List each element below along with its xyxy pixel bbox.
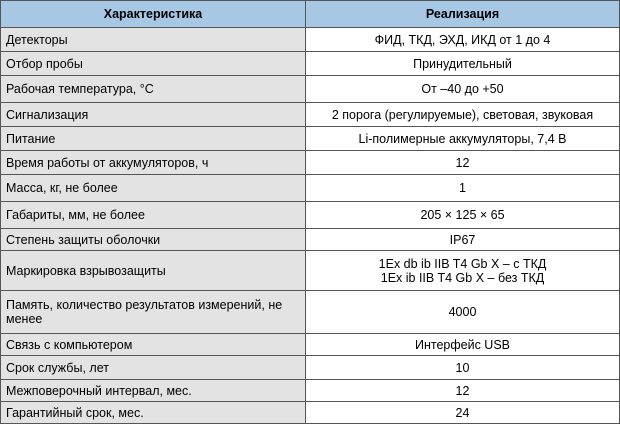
table-row (1, 151, 620, 175)
row-characteristic: Маркировка взрывозащиты (1, 251, 306, 291)
row-characteristic: Габариты, мм, не более (1, 202, 306, 229)
row-characteristic: Отбор пробы (1, 52, 306, 76)
row-value: 2 порога (регулируемые), световая, звуковая (306, 103, 620, 127)
table-row (1, 356, 620, 380)
marking-line-2: 1Ex ib IIB T4 Gb X – без ТКД (380, 270, 545, 285)
row-characteristic: Сигнализация (1, 103, 306, 127)
table-row (1, 380, 620, 402)
row-value: 10 (306, 356, 620, 380)
row-value: Интерфейс USB (306, 334, 620, 356)
row-value: 205 × 125 × 65 (306, 202, 620, 229)
row-characteristic: Память, количество результатов измерений, не менее (1, 291, 306, 334)
row-value: 12 (306, 151, 620, 175)
row-value (306, 251, 620, 291)
row-value: 12 (306, 380, 620, 402)
table-row (1, 103, 620, 127)
table-row (1, 76, 620, 103)
row-characteristic: Связь с компьютером (1, 334, 306, 356)
table-row (1, 28, 620, 52)
header-implementation: Реализация (306, 1, 620, 28)
row-value: Li-полимерные аккумуляторы, 7,4 В (306, 127, 620, 151)
row-characteristic: Межповерочный интервал, мес. (1, 380, 306, 402)
table-row (1, 229, 620, 251)
table-row (1, 175, 620, 202)
row-characteristic: Срок службы, лет (1, 356, 306, 380)
marking-line-1: 1Ex db ib IIB T4 Gb X – с ТКД (378, 256, 547, 271)
row-characteristic: Питание (1, 127, 306, 151)
row-value: IP67 (306, 229, 620, 251)
table-row (1, 291, 620, 334)
table-row (1, 52, 620, 76)
table-row (1, 127, 620, 151)
row-value: 24 (306, 402, 620, 424)
row-value: 1 (306, 175, 620, 202)
table-row (1, 251, 620, 291)
row-characteristic: Детекторы (1, 28, 306, 52)
row-value: От –40 до +50 (306, 76, 620, 103)
header-row (1, 1, 620, 28)
table-row (1, 202, 620, 229)
row-characteristic: Рабочая температура, °C (1, 76, 306, 103)
row-value: ФИД, ТКД, ЭХД, ИКД от 1 до 4 (306, 28, 620, 52)
row-value: Принудительный (306, 52, 620, 76)
row-characteristic: Гарантийный срок, мес. (1, 402, 306, 424)
row-characteristic: Степень защиты оболочки (1, 229, 306, 251)
table-row (1, 334, 620, 356)
row-characteristic: Масса, кг, не более (1, 175, 306, 202)
row-characteristic: Время работы от аккумуляторов, ч (1, 151, 306, 175)
table-row (1, 402, 620, 424)
header-characteristic: Характеристика (1, 1, 306, 28)
row-value: 4000 (306, 291, 620, 334)
